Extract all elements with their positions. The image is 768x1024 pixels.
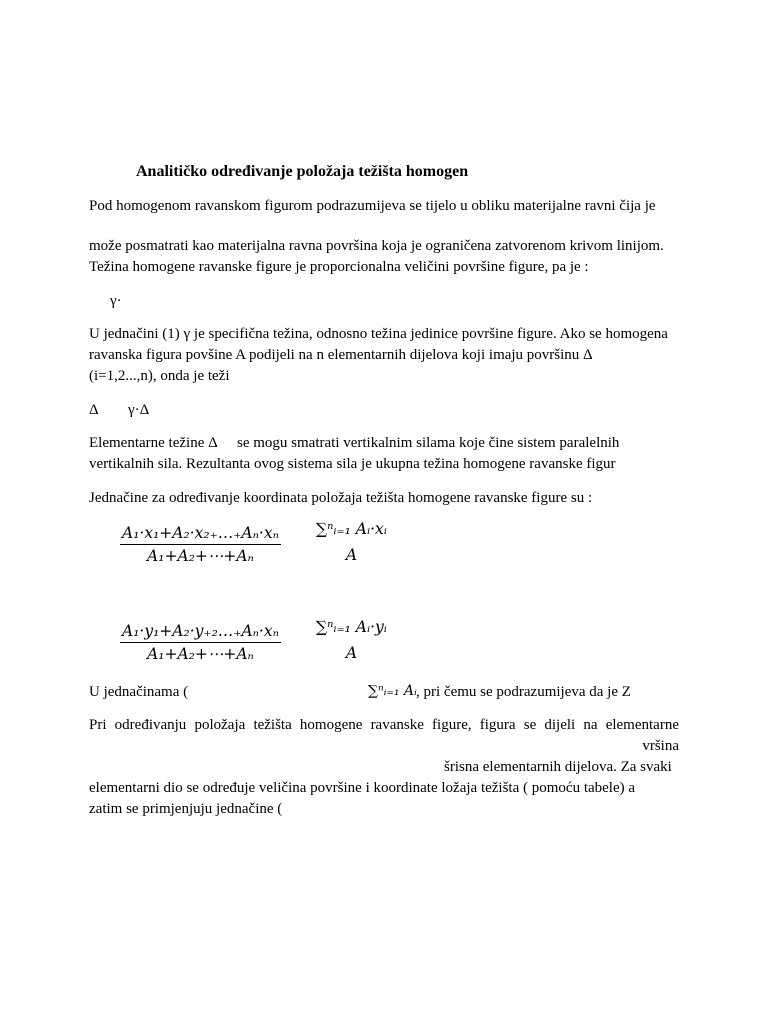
paragraph-6-sum: ∑ⁿᵢ₌₁ Aᵢ: [368, 683, 417, 699]
formula-y-sum-denominator: A: [345, 644, 358, 662]
formula-x-denominator: A₁+A₂+⋯+Aₙ: [147, 547, 254, 565]
paragraph-3-line-1: U jednačini (1) γ je specifična težina, odnosno težina jedinice površine figure. Ako se homogena: [89, 326, 668, 342]
formula-x-numerator: A₁·x₁+A₂·x₂₊…₊Aₙ·xₙ: [120, 524, 281, 545]
formula-y-denominator: A₁+A₂+⋯+Aₙ: [147, 645, 254, 663]
paragraph-4-line-2: vertikalnih sila. Rezultanta ovog sistema sila je ukupna težina homogene ravanske figur: [89, 456, 616, 472]
paragraph-3-line-3: (i=1,2...,n), onda je teži: [89, 368, 230, 384]
paragraph-4-line-1-start: Elementarne težine Δ: [89, 435, 218, 451]
paragraph-6-end: , pri čemu se podrazumijeva da je Z: [416, 684, 631, 700]
equation-2-left: Δ: [89, 402, 99, 418]
paragraph-7-line-1: Pri određivanju položaja težišta homogene ravanske figure, figura se dijeli na elementarne: [89, 717, 679, 733]
formula-x-sum-fraction: [314, 520, 389, 564]
paragraph-2-line-1: može posmatrati kao materijalna ravna površina koja je ograničena zatvorenom krivom linijom.: [89, 238, 664, 254]
paragraph-3-line-2: ravanska figura povšine A podijeli na n elementarnih dijelova koji imaju površinu Δ: [89, 347, 593, 363]
formula-y-sum-fraction: [314, 618, 389, 662]
paragraph-2-line-2: Težina homogene ravanske figure je proporcionalna veličini površine figure, pa je :: [89, 259, 589, 275]
paragraph-4-line-1-end: se mogu smatrati vertikalnim silama koje čine sistem paralelnih: [237, 435, 620, 451]
paragraph-7-line-3: šrisna elementarnih dijelova. Za svaki: [444, 759, 672, 775]
paragraph-7-line-2: vršina: [642, 738, 679, 754]
formula-x-fraction: [120, 524, 281, 565]
paragraph-7-line-4: elementarni dio se određuje veličina površine i koordinate ložaja težišta ( pomoću tabele) a: [89, 780, 636, 796]
formula-y-fraction: [120, 622, 281, 663]
formula-y-sum-numerator: ∑ⁿᵢ₌₁ Aᵢ·yᵢ: [316, 618, 387, 636]
paragraph-7-line-5: zatim se primjenjuju jednačine (: [89, 801, 283, 817]
formula-y-numerator: A₁·y₁+A₂·y₊₂…₊Aₙ·xₙ: [120, 622, 281, 643]
equation-2-right: γ·Δ: [128, 402, 150, 418]
section-title: Analitičko određivanje položaja težišta homogen: [136, 163, 469, 180]
equation-1: γ·: [110, 293, 122, 309]
paragraph-1: Pod homogenom ravanskom figurom podrazumijeva se tijelo u obliku materijalne ravni čija je: [89, 198, 656, 214]
formula-x-sum-denominator: A: [345, 546, 358, 564]
paragraph-5: Jednačine za određivanje koordinata položaja težišta homogene ravanske figure su :: [89, 490, 593, 506]
formula-x-sum-numerator: ∑ⁿᵢ₌₁ Aᵢ·xᵢ: [316, 520, 387, 538]
paragraph-6-start: U jednačinama (: [89, 684, 189, 700]
